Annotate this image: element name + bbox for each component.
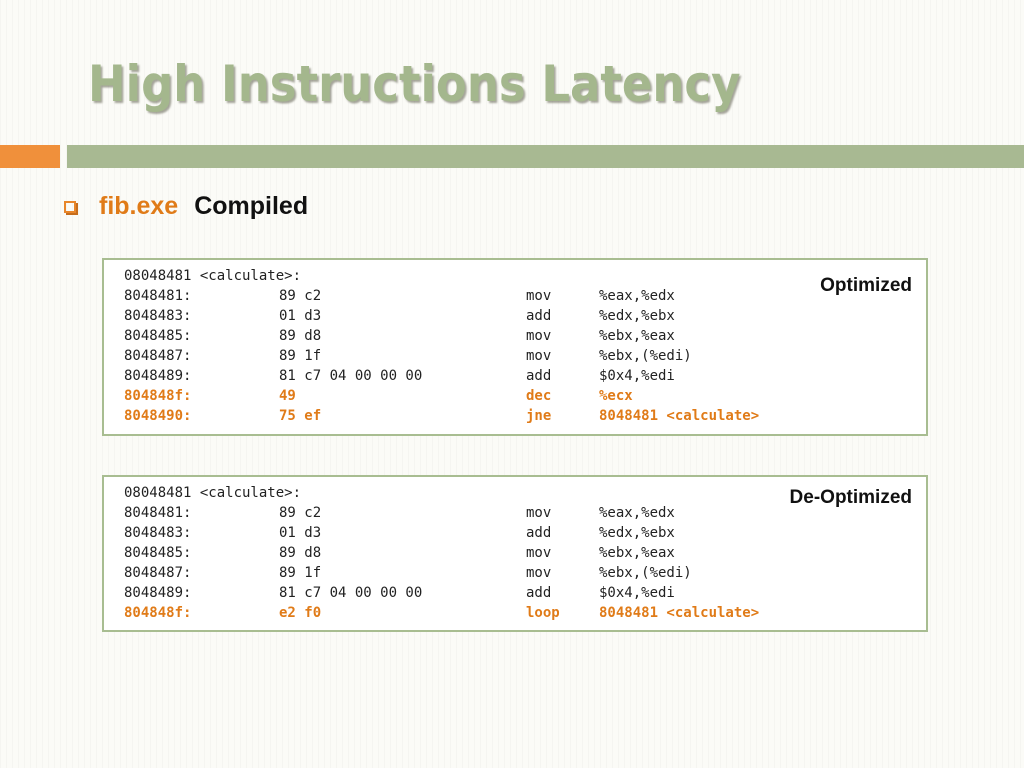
- code-opcode: jne: [526, 408, 552, 424]
- code-bytes: 81 c7 04 00 00 00: [279, 368, 423, 384]
- code-opcode: add: [526, 525, 552, 541]
- code-operands: %ecx: [599, 388, 633, 404]
- code-opcode: add: [526, 308, 552, 324]
- function-header: 08048481 <calculate>:: [124, 485, 302, 501]
- bullet-label: Compiled: [194, 191, 309, 220]
- code-operands: %ebx,(%edi): [599, 565, 692, 581]
- code-opcode: dec: [526, 388, 552, 404]
- code-bytes: 01 d3: [279, 308, 322, 324]
- code-address: 8048483:: [124, 308, 192, 324]
- code-bytes: 89 1f: [279, 565, 322, 581]
- code-operands: 8048481 <calculate>: [599, 408, 760, 424]
- code-bytes: 81 c7 04 00 00 00: [279, 585, 423, 601]
- code-address: 8048483:: [124, 525, 192, 541]
- code-opcode: add: [526, 585, 552, 601]
- code-bytes: 89 d8: [279, 545, 322, 561]
- code-address: 8048481:: [124, 288, 192, 304]
- code-bytes: e2 f0: [279, 605, 322, 621]
- code-operands: %eax,%edx: [599, 505, 675, 521]
- code-opcode: loop: [526, 605, 560, 621]
- code-opcode: mov: [526, 348, 552, 364]
- code-bytes: 89 c2: [279, 505, 322, 521]
- code-opcode: mov: [526, 288, 552, 304]
- code-bytes: 01 d3: [279, 525, 322, 541]
- code-bytes: 75 ef: [279, 408, 322, 424]
- code-address: 8048489:: [124, 585, 192, 601]
- code-operands: $0x4,%edi: [599, 368, 675, 384]
- code-bytes: 89 1f: [279, 348, 322, 364]
- code-operands: %ebx,(%edi): [599, 348, 692, 364]
- code-bytes: 89 d8: [279, 328, 322, 344]
- code-operands: 8048481 <calculate>: [599, 605, 760, 621]
- optimized-code-box: [102, 258, 928, 436]
- optimized-label: Optimized: [820, 275, 912, 296]
- code-address: 804848f:: [124, 388, 192, 404]
- code-opcode: mov: [526, 328, 552, 344]
- bullet-item: [64, 188, 308, 224]
- code-address: 8048485:: [124, 545, 192, 561]
- code-address: 8048481:: [124, 505, 192, 521]
- hollow-square-bullet-icon: [64, 201, 76, 213]
- code-operands: $0x4,%edi: [599, 585, 675, 601]
- code-address: 8048487:: [124, 565, 192, 581]
- code-operands: %edx,%ebx: [599, 308, 675, 324]
- code-opcode: add: [526, 368, 552, 384]
- code-address: 8048490:: [124, 408, 192, 424]
- code-address: 8048485:: [124, 328, 192, 344]
- slide-title: High Instructions Latency: [88, 55, 741, 113]
- green-accent-bar: [67, 145, 1024, 168]
- code-opcode: mov: [526, 565, 552, 581]
- orange-accent-bar: [0, 145, 60, 168]
- de-optimized-label: De-Optimized: [789, 487, 912, 508]
- code-operands: %eax,%edx: [599, 288, 675, 304]
- code-operands: %ebx,%eax: [599, 328, 675, 344]
- code-address: 8048489:: [124, 368, 192, 384]
- code-address: 804848f:: [124, 605, 192, 621]
- bullet-filename: fib.exe: [99, 191, 179, 220]
- code-operands: %edx,%ebx: [599, 525, 675, 541]
- code-bytes: 89 c2: [279, 288, 322, 304]
- code-opcode: mov: [526, 505, 552, 521]
- de-optimized-code-box: [102, 475, 928, 632]
- code-bytes: 49: [279, 388, 296, 404]
- code-address: 8048487:: [124, 348, 192, 364]
- code-opcode: mov: [526, 545, 552, 561]
- code-operands: %ebx,%eax: [599, 545, 675, 561]
- function-header: 08048481 <calculate>:: [124, 268, 302, 284]
